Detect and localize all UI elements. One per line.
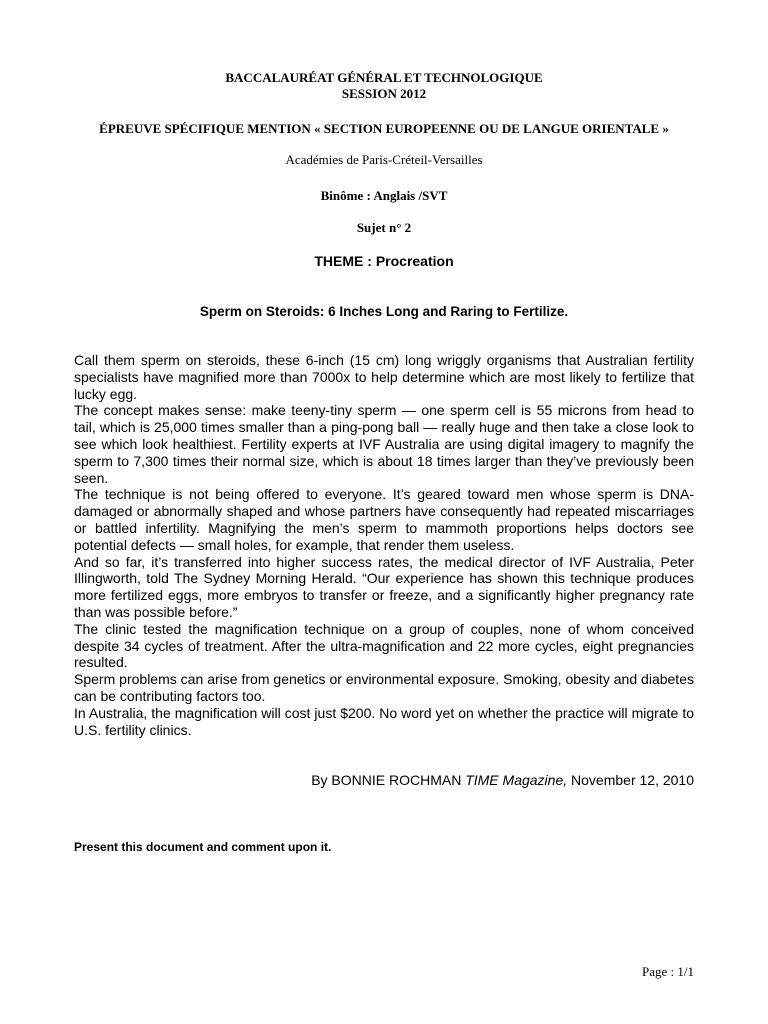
byline-author: By BONNIE ROCHMAN — [311, 772, 462, 788]
article-paragraph: Call them sperm on steroids, these 6-inch (15 cm) long wriggly organisms that Australian fertility specialists have magnified more than 7000x to help determine which are most likely to fertilize that lucky egg. — [74, 352, 694, 402]
exam-instruction: Present this document and comment upon it. — [74, 840, 332, 854]
article-paragraph: The clinic tested the magnification technique on a group of couples, none of whom conceived despite 34 cycles of treatment. After the ultra-magnification and 22 more cycles, eight pregnancies resulted. — [74, 620, 694, 671]
article-paragraph: The technique is not being offered to everyone. It’s geared toward men whose sperm is DNA-damaged or abnormally shaped and whose partners have consequently had repeated miscarriages or battled infertility. Magnifying the men’s sperm to mammoth proportions helps doctors see potential defects — small holes, for example, that render them useless. — [74, 486, 694, 553]
exam-binome: Binôme : Anglais /SVT — [320, 188, 448, 203]
article-paragraph: And so far, it’s transferred into higher success rates, the medical director of IVF Australia, Peter Illingworth, told The Sydney Morning Herald. “Our experience has shown this technique produces more fertilized eggs, more embryos to transfer or freeze, and a significantly higher pregnancy rate than was possible before.” — [74, 553, 694, 620]
exam-academies: Académies de Paris-Créteil-Versailles — [285, 152, 483, 167]
exam-title: BACCALAURÉAT GÉNÉRAL ET TECHNOLOGIQUE — [225, 70, 543, 85]
article-title: Sperm on Steroids: 6 Inches Long and Raring to Fertilize. — [199, 304, 569, 319]
byline-date: November 12, 2010 — [571, 772, 694, 788]
article-body — [74, 352, 694, 738]
exam-theme: THEME : Procreation — [314, 253, 454, 269]
article-byline — [74, 772, 694, 789]
byline-source: TIME Magazine, — [465, 772, 568, 788]
article-paragraph: The concept makes sense: make teeny-tiny sperm — one sperm cell is 55 microns from head to tail, which is 25,000 times smaller than a ping-pong ball — really huge and then take a close look to see which look healthiest. Fertility experts at IVF Australia are using digital imagery to magnify the sperm to 7,300 times their normal size, which is about 18 times larger than they’ve previously been seen. — [74, 402, 694, 486]
article-paragraph: Sperm problems can arise from genetics or environmental exposure. Smoking, obesity and diabetes can be contributing factors too. — [74, 671, 694, 704]
page-number: Page : 1/1 — [642, 964, 694, 979]
exam-session: SESSION 2012 — [341, 86, 427, 101]
exam-sujet: Sujet n° 2 — [356, 220, 412, 235]
exam-epreuve: ÉPREUVE SPÉCIFIQUE MENTION « SECTION EUROPEENNE OU DE LANGUE ORIENTALE » — [99, 121, 669, 136]
article-paragraph: In Australia, the magnification will cost just $200. No word yet on whether the practice will migrate to U.S. fertility clinics. — [74, 704, 694, 738]
